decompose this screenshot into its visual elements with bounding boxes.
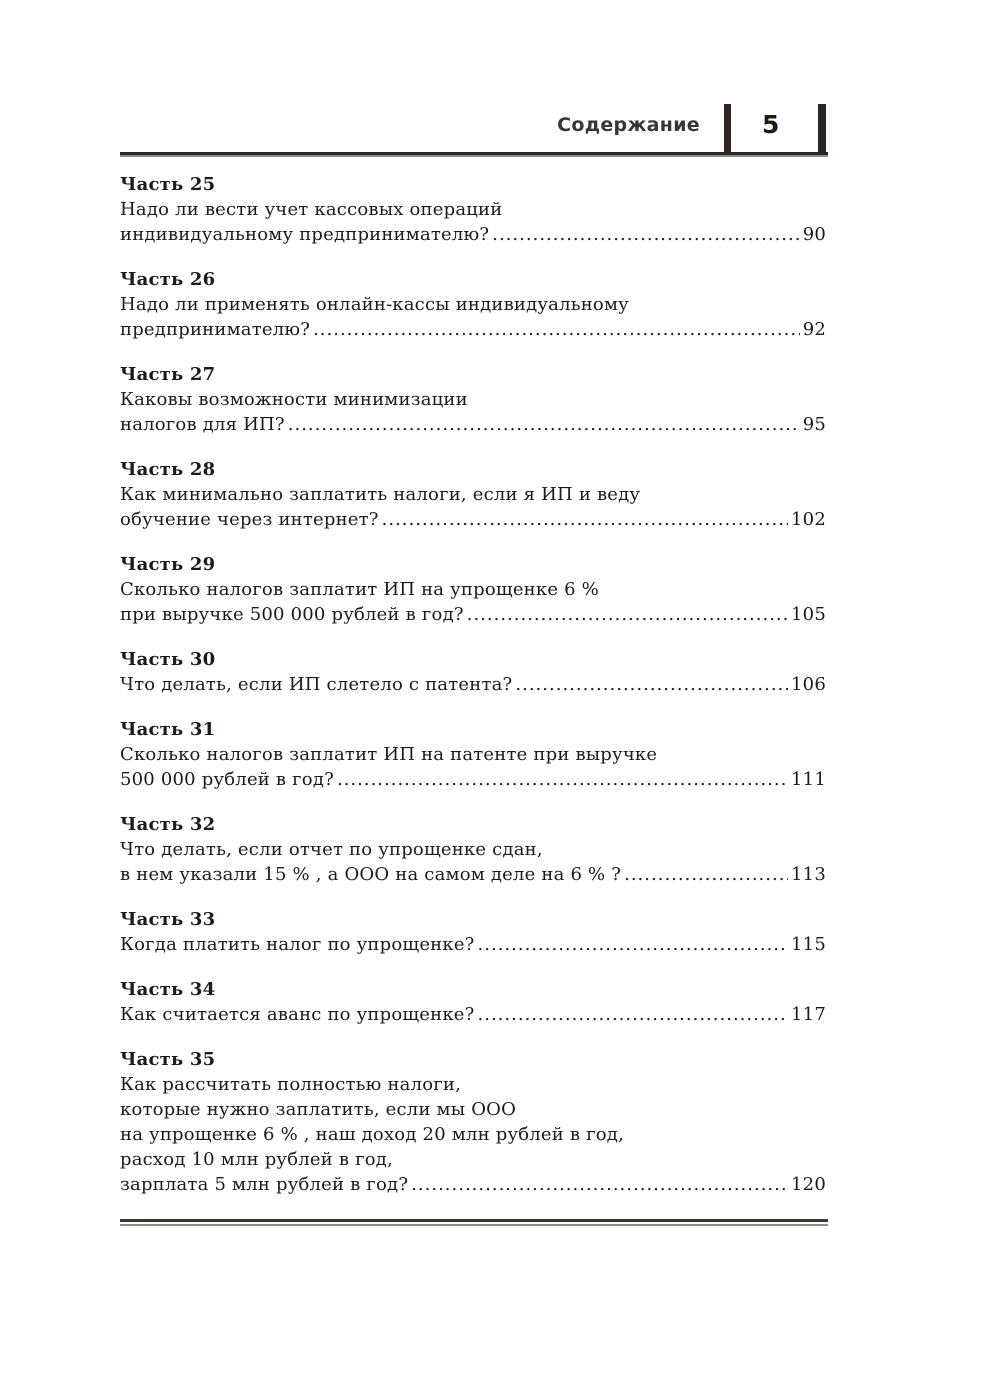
toc-title-last-line bbox=[120, 602, 826, 627]
toc-part-heading: Часть 34 bbox=[120, 979, 216, 1000]
dot-leader bbox=[411, 1172, 788, 1197]
toc-page-number: 106 bbox=[791, 674, 826, 695]
toc-title-last-line bbox=[120, 672, 826, 697]
toc-part-heading: Часть 27 bbox=[120, 364, 216, 385]
toc-entry bbox=[120, 977, 826, 1027]
dot-leader bbox=[288, 412, 800, 437]
running-header-title: Содержание bbox=[557, 114, 700, 136]
toc-part-heading: Часть 30 bbox=[120, 649, 216, 670]
toc-page-number: 120 bbox=[791, 1174, 826, 1195]
dot-leader bbox=[382, 507, 788, 532]
toc-entry bbox=[120, 172, 826, 247]
toc-page-number: 92 bbox=[802, 319, 826, 340]
dot-leader bbox=[624, 862, 788, 887]
toc-entry bbox=[120, 267, 826, 342]
toc-title-line: 500 000 рублей в год? bbox=[120, 769, 334, 790]
toc-title-line: налогов для ИП? bbox=[120, 414, 285, 435]
toc-title-line: которые нужно заплатить, если мы ООО bbox=[120, 1099, 517, 1120]
toc-page-number: 105 bbox=[791, 604, 826, 625]
toc-title-line: обучение через интернет? bbox=[120, 509, 379, 530]
toc-title-line: при выручке 500 000 рублей в год? bbox=[120, 604, 464, 625]
toc-part-heading: Часть 25 bbox=[120, 174, 216, 195]
toc-entry bbox=[120, 457, 826, 532]
toc-title-line: на упрощенке 6 % , наш доход 20 млн рублей в год, bbox=[120, 1124, 625, 1145]
toc-part-heading: Часть 31 bbox=[120, 719, 216, 740]
toc-title-last-line bbox=[120, 932, 826, 957]
toc-part-heading: Часть 29 bbox=[120, 554, 216, 575]
header-divider-left bbox=[724, 104, 731, 152]
toc-title-last-line bbox=[120, 1002, 826, 1027]
toc-part-heading: Часть 35 bbox=[120, 1049, 216, 1070]
toc-title-last-line bbox=[120, 222, 826, 247]
header-rule-shadow bbox=[120, 155, 828, 157]
toc-title-line: Когда платить налог по упрощенке? bbox=[120, 934, 475, 955]
toc-title-line: индивидуальному предпринимателю? bbox=[120, 224, 490, 245]
toc-title-line: Как минимально заплатить налоги, если я ИП и веду bbox=[120, 484, 641, 505]
toc-entry bbox=[120, 552, 826, 627]
toc-title-line: зарплата 5 млн рублей в год? bbox=[120, 1174, 409, 1195]
toc-entry bbox=[120, 362, 826, 437]
toc-entry bbox=[120, 812, 826, 887]
toc-title-line: Сколько налогов заплатит ИП на патенте при выручке bbox=[120, 744, 658, 765]
toc-title-line: в нем указали 15 % , а ООО на самом деле на 6 % ? bbox=[120, 864, 622, 885]
dot-leader bbox=[492, 222, 799, 247]
dot-leader bbox=[313, 317, 800, 342]
toc-entry bbox=[120, 907, 826, 957]
toc-part-heading: Часть 32 bbox=[120, 814, 216, 835]
toc-page-number: 117 bbox=[791, 1004, 826, 1025]
toc-title-line: расход 10 млн рублей в год, bbox=[120, 1149, 393, 1170]
toc-title-line: Что делать, если ИП слетело с патента? bbox=[120, 674, 513, 695]
toc-title-last-line bbox=[120, 507, 826, 532]
table-of-contents bbox=[120, 172, 826, 1217]
toc-title-last-line bbox=[120, 1172, 826, 1197]
toc-title-line: Что делать, если отчет по упрощенке сдан, bbox=[120, 839, 543, 860]
toc-title-line: Каковы возможности минимизации bbox=[120, 389, 468, 410]
toc-title-line: Как рассчитать полностью налоги, bbox=[120, 1074, 461, 1095]
toc-title-last-line bbox=[120, 412, 826, 437]
toc-page-number: 115 bbox=[791, 934, 826, 955]
page-number: 5 bbox=[762, 110, 780, 139]
toc-title-line: Как считается аванс по упрощенке? bbox=[120, 1004, 475, 1025]
toc-entry bbox=[120, 1047, 826, 1197]
toc-entry bbox=[120, 717, 826, 792]
toc-title-line: предпринимателю? bbox=[120, 319, 311, 340]
toc-title-last-line bbox=[120, 317, 826, 342]
dot-leader bbox=[515, 672, 788, 697]
toc-entry bbox=[120, 647, 826, 697]
toc-part-heading: Часть 26 bbox=[120, 269, 216, 290]
header-divider-right bbox=[818, 104, 826, 154]
toc-page-number: 90 bbox=[802, 224, 826, 245]
dot-leader bbox=[467, 602, 788, 627]
toc-title-last-line bbox=[120, 862, 826, 887]
toc-part-heading: Часть 28 bbox=[120, 459, 216, 480]
toc-title-line: Надо ли вести учет кассовых операций bbox=[120, 199, 503, 220]
toc-title-last-line bbox=[120, 767, 826, 792]
toc-page-number: 102 bbox=[791, 509, 826, 530]
toc-title-line: Сколько налогов заплатит ИП на упрощенке 6 % bbox=[120, 579, 599, 600]
toc-part-heading: Часть 33 bbox=[120, 909, 216, 930]
toc-page-number: 111 bbox=[791, 769, 826, 790]
footer-rule-top bbox=[120, 1219, 828, 1222]
dot-leader bbox=[337, 767, 788, 792]
toc-page-number: 113 bbox=[791, 864, 826, 885]
toc-page-number: 95 bbox=[802, 414, 826, 435]
footer-rule-bottom bbox=[120, 1224, 828, 1226]
toc-title-line: Надо ли применять онлайн-кассы индивидуальному bbox=[120, 294, 629, 315]
dot-leader bbox=[478, 1002, 789, 1027]
dot-leader bbox=[478, 932, 789, 957]
